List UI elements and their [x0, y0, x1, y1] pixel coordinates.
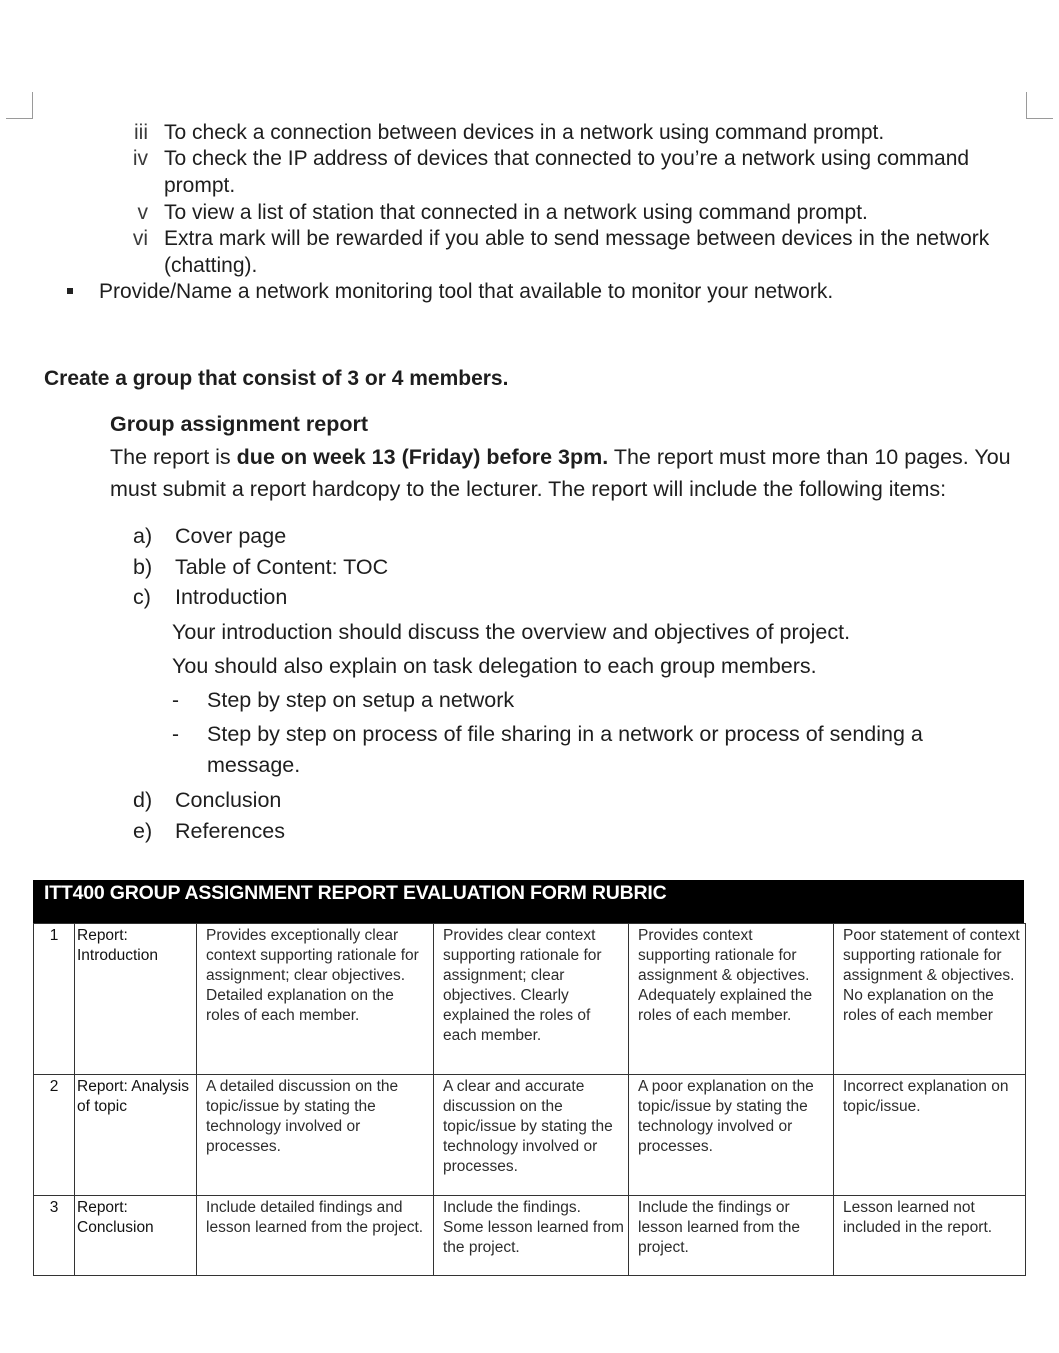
report-due-date: due on week 13 (Friday) before 3pm. — [236, 445, 609, 469]
rubric-header — [33, 880, 1024, 923]
objective-text: Extra mark will be rewarded if you able to send message between devices in the network (chatting). — [164, 227, 990, 277]
item-label-e: e) — [133, 819, 153, 843]
intro-line-1: Your introduction should discuss the overview and objectives of project. — [172, 620, 851, 644]
item-cover-page: Cover page — [175, 524, 287, 548]
step-setup-network: Step by step on setup a network — [207, 688, 515, 712]
level-cell: Include detailed findings and lesson learned from the project. — [197, 1196, 434, 1276]
objective-number: v — [137, 201, 148, 224]
step-file-sharing: Step by step on process of file sharing in a network or process of sending a message. — [207, 722, 923, 777]
item-conclusion: Conclusion — [175, 788, 282, 812]
objective-number: vi — [132, 227, 148, 250]
item-label-a: a) — [133, 524, 153, 548]
objective-text: To check a connection between devices in a network using command prompt. — [164, 121, 885, 144]
crop-mark-right — [1026, 92, 1053, 119]
level-cell: A detailed discussion on the topic/issue by stating the technology involved or processes. — [197, 1075, 434, 1196]
item-references: References — [175, 819, 285, 843]
dash-bullet-2: - — [172, 723, 179, 746]
row-number: 1 — [34, 924, 75, 1075]
level-cell: Incorrect explanation on topic/issue. — [834, 1075, 1026, 1196]
level-cell: Provides context supporting rationale for assignment & objectives. Adequately explained the roles of each member. — [629, 924, 834, 1075]
report-intro-prefix: The report is — [110, 445, 237, 469]
square-bullet-icon — [67, 288, 73, 294]
item-label-d: d) — [133, 788, 153, 812]
rubric-title: ITT400 GROUP ASSIGNMENT REPORT EVALUATION FORM RUBRIC — [44, 882, 667, 904]
objective-text: To view a list of station that connected in a network using command prompt. — [164, 201, 868, 224]
level-cell: Include the findings. Some lesson learned from the project. — [434, 1196, 629, 1276]
intro-line-2: You should also explain on task delegation to each group members. — [172, 654, 817, 678]
item-toc: Table of Content: TOC — [175, 555, 389, 579]
bullet-text: Provide/Name a network monitoring tool that available to monitor your network. — [99, 280, 834, 303]
level-cell-text: Poor statement of context supporting rationale for assignment & objectives. No explanation on the roles of each member — [843, 927, 1020, 1024]
rubric-table — [33, 923, 1026, 1276]
report-title: Group assignment report — [110, 412, 369, 436]
level-cell — [834, 924, 1026, 1075]
level-cell: Lesson learned not included in the report. — [834, 1196, 1026, 1276]
dash-bullet-1: - — [172, 689, 179, 712]
criteria-cell: Report: Introduction — [75, 924, 197, 1075]
objective-number: iv — [132, 147, 148, 170]
table-row — [34, 924, 1026, 1075]
objective-text: To check the IP address of devices that connected to you’re a network using command prompt. — [164, 147, 970, 197]
report-paragraph — [110, 441, 1040, 505]
item-label-c: c) — [133, 585, 151, 609]
item-introduction: Introduction — [175, 585, 288, 609]
level-cell: A clear and accurate discussion on the topic/issue by stating the technology involved or processes. — [434, 1075, 629, 1196]
table-row — [34, 1075, 1026, 1196]
group-heading: Create a group that consist of 3 or 4 members. — [44, 367, 509, 390]
row-number: 2 — [34, 1075, 75, 1196]
criteria-cell: Report: Analysis of topic — [75, 1075, 197, 1196]
level-cell: Include the findings or lesson learned from the project. — [629, 1196, 834, 1276]
crop-mark-left — [6, 92, 33, 119]
level-cell: Provides exceptionally clear context supporting rationale for assignment; clear objectives. Detailed explanation on the roles of each member. — [197, 924, 434, 1075]
row-number: 3 — [34, 1196, 75, 1276]
criteria-cell: Report: Conclusion — [75, 1196, 197, 1276]
objective-number: iii — [134, 121, 148, 144]
level-cell: A poor explanation on the topic/issue by stating the technology involved or processes. — [629, 1075, 834, 1196]
level-cell: Provides clear context supporting rationale for assignment; clear objectives. Clearly explained the roles of each member. — [434, 924, 629, 1075]
item-label-b: b) — [133, 555, 153, 579]
table-row — [34, 1196, 1026, 1276]
report-intro-suffix: The report must more than 10 pages. You must submit a report hardcopy to the lecturer. The report will include the following items: — [110, 445, 1011, 501]
